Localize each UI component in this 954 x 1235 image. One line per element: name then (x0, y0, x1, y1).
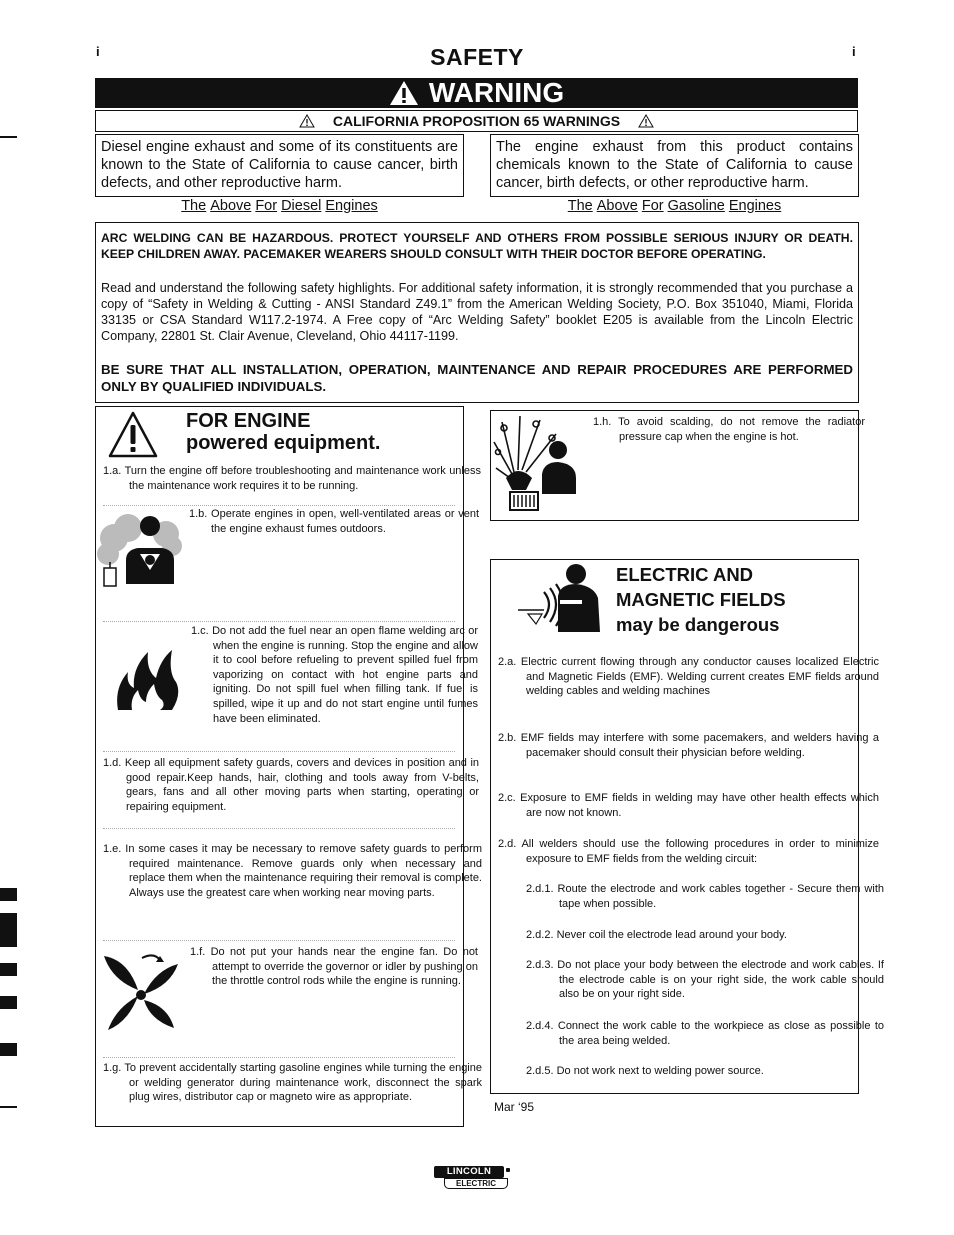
emf-item-2b: 2.b. EMF fields may interfere with some pacemakers, and welders having a pacemaker should consult their physician before welding. (498, 732, 879, 759)
hot-radiator-icon (492, 412, 578, 514)
emf-welder-icon (514, 562, 606, 634)
edge-tab (0, 913, 17, 947)
caption-word: The (181, 198, 207, 214)
warning-banner (95, 78, 858, 108)
engine-item-1b: 1.b. Operate engines in open, well-ventilated areas or vent the engine exhaust fumes outdoors. (189, 508, 479, 535)
logo-bottom: ELECTRIC (444, 1178, 508, 1189)
engine-section-title (186, 410, 456, 454)
edge-tab (0, 888, 17, 901)
emf-item-2c: 2.c. Exposure to EMF fields in welding may have other health effects which are now not known. (498, 792, 879, 819)
emf-item-2d: 2.d. All welders should use the following procedures in order to minimize exposure to EMF fields from the welding circuit: (498, 838, 879, 865)
emf-item-2d4: 2.d.4. Connect the work cable to the workpiece as close as possible to the area being welded. (526, 1020, 884, 1047)
emf-item-2d2: 2.d.2. Never coil the electrode lead around your body. (526, 929, 787, 941)
engine-item-1h: 1.h. To avoid scalding, do not remove the radiator pressure cap when the engine is hot. (593, 416, 865, 443)
logo-top: LINCOLN (434, 1166, 504, 1178)
page-title: SAFETY (430, 44, 524, 70)
caption-word: For (641, 198, 664, 214)
engine-item-1d: 1.d. Keep all equipment safety guards, covers and devices in position and in good repair.Keep hands, hair, clothing and tools away from V-belts, gears, fans and all other moving parts when starting, operating or repairing equipment. (103, 757, 479, 813)
gasoline-warning-box: The engine exhaust from this product contains chemicals known to the State of California to cause cancer, birth defects, or other reproductive harm. (490, 134, 859, 197)
caption-word: Above (596, 198, 638, 214)
exhaust-fumes-icon (96, 510, 184, 594)
engine-title-line: FOR ENGINE (186, 410, 311, 432)
caption-word: For (255, 198, 278, 214)
caption-word: Engines (728, 198, 782, 214)
edge-tab (0, 963, 17, 976)
engine-item-1c: 1.c. Do not add the fuel near an open flame welding arc or when the engine is running. Stop the engine and allow it to cool before refueling to prevent spilled fuel from vaporizing on contact with hot engine parts and igniting. Do not spill fuel when filling tank. If fuel is spilled, wipe it up and do not start engine until fumes have been eliminated. (191, 625, 478, 725)
page-number-right: i (852, 44, 856, 59)
emf-item-2d5: 2.d.5. Do not work next to welding power source. (526, 1065, 764, 1077)
caption-word: The (567, 198, 593, 214)
arc-warning: ARC WELDING CAN BE HAZARDOUS. PROTECT YOURSELF AND OTHERS FROM POSSIBLE SERIOUS INJURY OR DEATH. KEEP CHILDREN AWAY. PACEMAKER WEARERS SHOULD CONSULT WITH THEIR DOCTOR BEFORE OPERATING. (101, 231, 853, 261)
caution-triangle-icon (638, 114, 654, 128)
emf-title-line: may be dangerous (616, 614, 780, 635)
lincoln-electric-logo (434, 1166, 510, 1190)
caption-word: Above (210, 198, 252, 214)
caution-triangle-icon (108, 411, 158, 458)
caption-word: Engines (325, 198, 378, 214)
page-number-left: i (96, 44, 100, 59)
arc-read-paragraph: Read and understand the following safety highlights. For additional safety information, it is strongly recommended that you purchase a copy of “Safety in Welding & Cutting - ANSI Standard Z49.1” from the American Welding Society, P.O. Box 351040, Miami, Florida 33135 or CSA Standard W117.2-1974. A Free copy of “Arc Welding Safety” booklet E205 is available from the Lincoln Electric Company, 22801 St. Clair Avenue, Cleveland, Ohio 44117-1199. (101, 281, 853, 343)
caution-triangle-icon (299, 114, 315, 128)
emf-section-title (616, 562, 846, 637)
emf-title-line: MAGNETIC FIELDS (616, 589, 786, 610)
warning-triangle-icon (389, 80, 419, 106)
engine-item-1g: 1.g. To prevent accidentally starting gasoline engines while turning the engine or welding generator during maintenance work, disconnect the spark plug wires, distributor cap or magneto wire as appropriate. (103, 1062, 482, 1104)
qualified-notice: BE SURE THAT ALL INSTALLATION, OPERATION, MAINTENANCE AND REPAIR PROCEDURES ARE PERFORMED ONLY BY QUALIFIED INDIVIDUALS. (101, 362, 853, 394)
engine-item-1a: 1.a. Turn the engine off before troubleshooting and maintenance work unless the maintenance work requires it to be running. (103, 465, 481, 492)
edge-tab (0, 996, 17, 1009)
caption-word: Diesel (281, 198, 322, 214)
edge-tab (0, 1043, 17, 1056)
fire-hazard-icon (110, 638, 184, 712)
engine-title-line: powered equipment. (186, 432, 381, 454)
california-heading-bar (95, 110, 858, 132)
revision-date: Mar ‘95 (494, 1100, 535, 1114)
emf-item-2a: 2.a. Electric current flowing through any conductor causes localized Electric and Magnetic Fields (EMF). Welding current creates EMF fields around welding cables and welding machines (498, 656, 879, 698)
caption-word: Gasoline (667, 198, 725, 214)
edge-mark (0, 136, 17, 138)
fan-hazard-icon (98, 950, 184, 1036)
california-heading: CALIFORNIA PROPOSITION 65 WARNINGS (332, 113, 621, 129)
arc-welding-box (95, 222, 859, 403)
edge-mark (0, 1106, 17, 1108)
warning-title: WARNING (428, 77, 565, 108)
emf-section (490, 559, 859, 1094)
emf-item-2d3: 2.d.3. Do not place your body between the electrode and work cables. If the electrode cable is on your right side, the work cable should also be on your right side. (526, 959, 884, 1001)
emf-item-2d1: 2.d.1. Route the electrode and work cables together - Secure them with tape when possible. (526, 883, 884, 910)
engine-item-1f: 1.f. Do not put your hands near the engine fan. Do not attempt to override the governor or idler by pushing on the throttle control rods while the engine is running. (190, 946, 478, 988)
engine-item-1e: 1.e. In some cases it may be necessary to remove safety guards to perform required maintenance. Remove guards only when necessary and replace them when the maintenance requiring their removal is complete. Always use the greatest care when working near moving parts. (103, 843, 482, 899)
gasoline-caption (490, 198, 859, 214)
diesel-caption (95, 198, 464, 214)
diesel-warning-box: Diesel engine exhaust and some of its constituents are known to the State of California to cause cancer, birth defects, and other reproductive harm. (95, 134, 464, 197)
emf-title-line: ELECTRIC AND (616, 564, 754, 585)
